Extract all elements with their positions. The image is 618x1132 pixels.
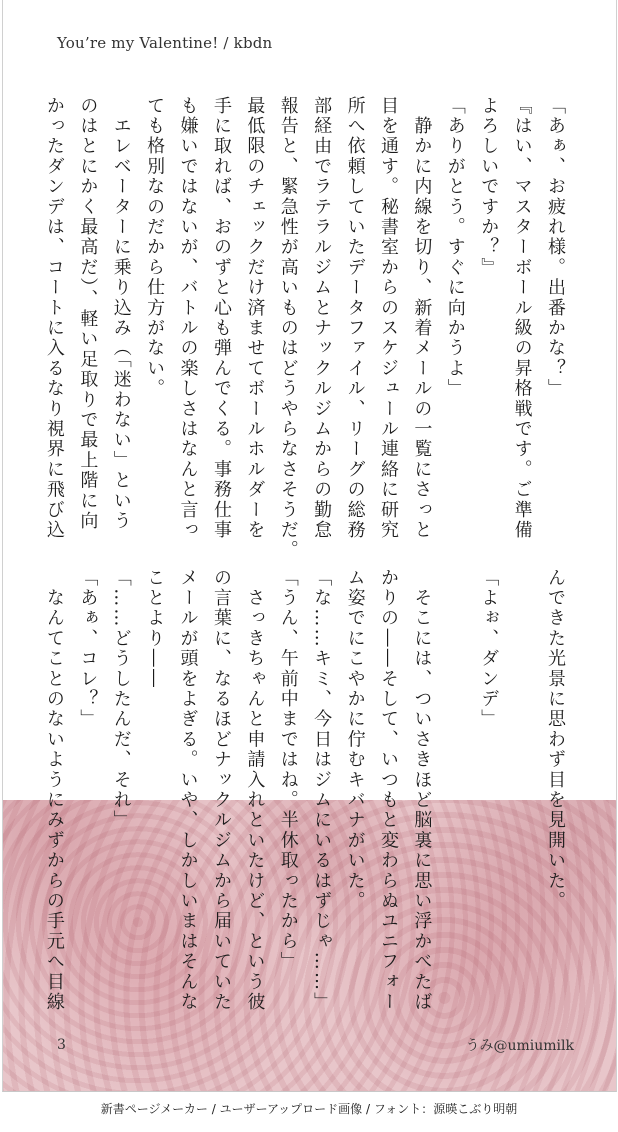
text-line: も嫌いではないが、バトルの楽しさはなんと言っ [177, 96, 199, 541]
text-line [505, 568, 538, 1008]
text-line: 静かに内線を切り、新着メールの一覧にさっと [411, 96, 433, 541]
text-line: ム姿でにこやかに佇むキバナがいた。 [344, 568, 366, 912]
text-line: メールが頭をよぎる。いや、しかしいまはそんな [177, 568, 199, 1013]
text-line: 「よぉ、ダンデ」 [478, 568, 500, 730]
text-line: エレベーターに乗り込み（「迷わない」という [110, 96, 132, 532]
text-line: よろしいですか？』 [478, 96, 500, 278]
lower-text-block [38, 568, 573, 1013]
generator-credit: 新書ページメーカー / ユーザーアップロード画像 / フォント：源暎こぶり明朝 [100, 1102, 518, 1116]
book-page [2, 0, 617, 1092]
text-line: 『はい、マスターボール級の昇格戦です。ご準備 [511, 96, 533, 541]
page-number: 3 [57, 1037, 66, 1053]
text-line: 「あぁ、お疲れ様。出番かな？」 [545, 96, 566, 399]
upper-text-block [38, 96, 573, 561]
text-line: 「あぁ、コレ？」 [77, 568, 99, 730]
text-line: なんてことのないようにみずからの手元へ目線 [43, 568, 65, 1013]
text-line: 「ありがとう。すぐに向かうよ」 [444, 96, 466, 399]
text-line: 手に取れば、おのずと心も弾んでくる。事務仕事 [210, 96, 232, 541]
text-line: 報告と、緊急性が高いものはどうやらなさそうだ。 [277, 96, 299, 561]
text-line: さっきちゃんと申請入れといたけど、という彼 [244, 568, 266, 1013]
text-line: 「うん、午前中まではね。半休取ったから」 [277, 568, 299, 972]
author-handle: うみ@umiumilk [465, 1038, 574, 1054]
text-line: そこには、ついさきほど脳裏に思い浮かべたば [411, 568, 433, 1013]
story-title: You’re my Valentine! / kbdn [57, 34, 273, 52]
text-line: かりの――そして、いつもと変わらぬユニフォー [377, 568, 399, 1013]
text-line: かったダンデは、コートに入るなり視界に飛び込 [43, 96, 65, 541]
text-line: 最低限のチェックだけ済ませてボールホルダーを [244, 96, 266, 541]
text-line: 「な……キミ、今日はジムにいるはずじゃ……」 [311, 568, 333, 1013]
text-line: のはとにかく最高だ）、軽い足取りで最上階に向 [77, 96, 99, 532]
text-line [438, 568, 471, 1008]
text-line: 「……どうしたんだ、それ」 [110, 568, 132, 831]
text-line: んできた光景に思わず目を見開いた。 [545, 568, 566, 912]
text-line: の言葉に、なるほどナックルジムから届いていた [210, 568, 232, 1013]
text-line: 所へ依頼していたデータファイル、リーグの総務 [344, 96, 366, 541]
text-line: ことより―― [144, 568, 166, 690]
text-line: ても格別なのだから仕方がない。 [144, 96, 166, 399]
text-line: 部経由でラテラルジムとナックルジムからの勤怠 [311, 96, 333, 541]
text-line: 目を通す。秘書室からのスケジュール連絡に研究 [377, 96, 399, 541]
